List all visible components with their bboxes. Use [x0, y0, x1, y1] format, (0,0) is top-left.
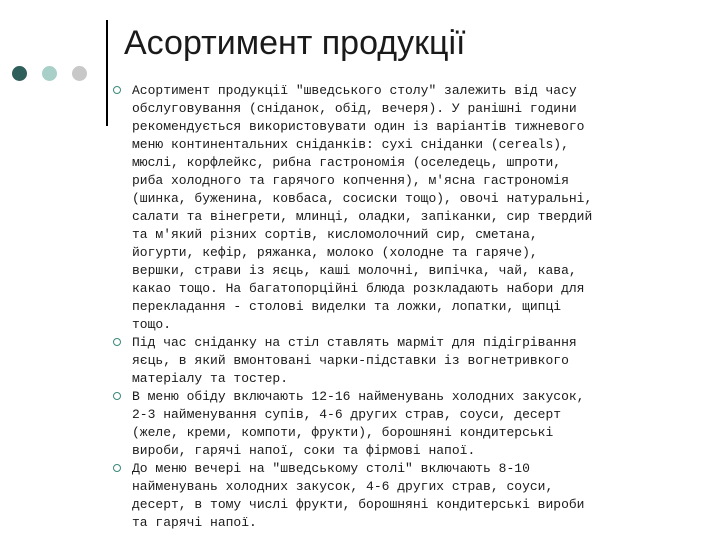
bullet-text-line: вироби, гарячі напої, соки та фірмові напої. [132, 443, 476, 458]
bullet-text-line: Асортимент продукції "шведського столу" залежить від часу [132, 83, 577, 98]
bullet-text-line: рекомендується використовувати один із варіантів тижневого [132, 119, 585, 134]
bullet-text-line: риба холодного та гарячого копчення), м'ясна гастрономія [132, 173, 569, 188]
bullet-text-line: какао тощо. На багатопорційні блюда розкладають набори для [132, 281, 585, 296]
bullet-text-line: мюслі, корфлейкс, рибна гастрономія (оселедець, шпроти, [132, 155, 562, 170]
bullet-text-line: та гарячі напої. [132, 515, 257, 530]
dot-grey [72, 66, 87, 81]
bullet-circle-icon [113, 392, 121, 400]
bullet-text-line: матеріалу та тостер. [132, 371, 289, 386]
bullet-text-line: 2-3 найменування супів, 4-6 других страв, соуси, десерт [132, 407, 562, 422]
bullet-text-line: обслуговування (сніданок, обід, вечеря). У ранішні години [132, 101, 577, 116]
bullet-item [112, 82, 712, 334]
bullet-text-line: десерт, в тому числі фрукти, борошняні кондитерські вироби [132, 497, 585, 512]
bullet-text-line: До меню вечері на "шведському столі" включають 8-10 [132, 461, 530, 476]
title-divider [106, 20, 108, 126]
dot-teal [42, 66, 57, 81]
bullet-circle-icon [113, 338, 121, 346]
bullet-text-line: та м'який різних сортів, кисломолочний сир, сметана, [132, 227, 538, 242]
bullet-text-line: салати та вінегрети, млинці, оладки, запіканки, сир твердий [132, 209, 593, 224]
bullet-text-line: перекладання - столові виделки та ложки, лопатки, щипці [132, 299, 562, 314]
bullet-text-line: найменувань холодних закусок, 4-6 других страв, соуси, [132, 479, 554, 494]
dot-dark [12, 66, 27, 81]
bullet-circle-icon [113, 464, 121, 472]
bullet-item [112, 388, 712, 460]
bullet-text-line: В меню обіду включають 12-16 найменувань холодних закусок, [132, 389, 585, 404]
bullet-text-line: (желе, креми, компоти, фрукти), борошняні кондитерські [132, 425, 554, 440]
decorative-dots [12, 66, 102, 82]
bullet-text-line: яєць, в який вмонтовані чарки-підставки із вогнетривкого [132, 353, 569, 368]
bullet-text-line: вершки, страви із яєць, каші молочні, випічка, чай, кава, [132, 263, 577, 278]
bullet-text-line: тощо. [132, 317, 172, 332]
bullet-text-line: меню континентальних сніданків: сухі сніданки (cereals), [132, 137, 569, 152]
bullet-text-line: Під час сніданку на стіл ставлять марміт для підігрівання [132, 335, 577, 350]
bullet-text-line: (шинка, буженина, ковбаса, сосиски тощо), овочі натуральні, [132, 191, 593, 206]
bullet-circle-icon [113, 86, 121, 94]
bullet-item [112, 334, 712, 388]
bullet-text-line: йогурти, кефір, ряжанка, молоко (холодне та гаряче), [132, 245, 538, 260]
bullet-list [112, 82, 712, 532]
bullet-item [112, 460, 712, 532]
slide-title: Асортимент продукції [124, 24, 466, 62]
